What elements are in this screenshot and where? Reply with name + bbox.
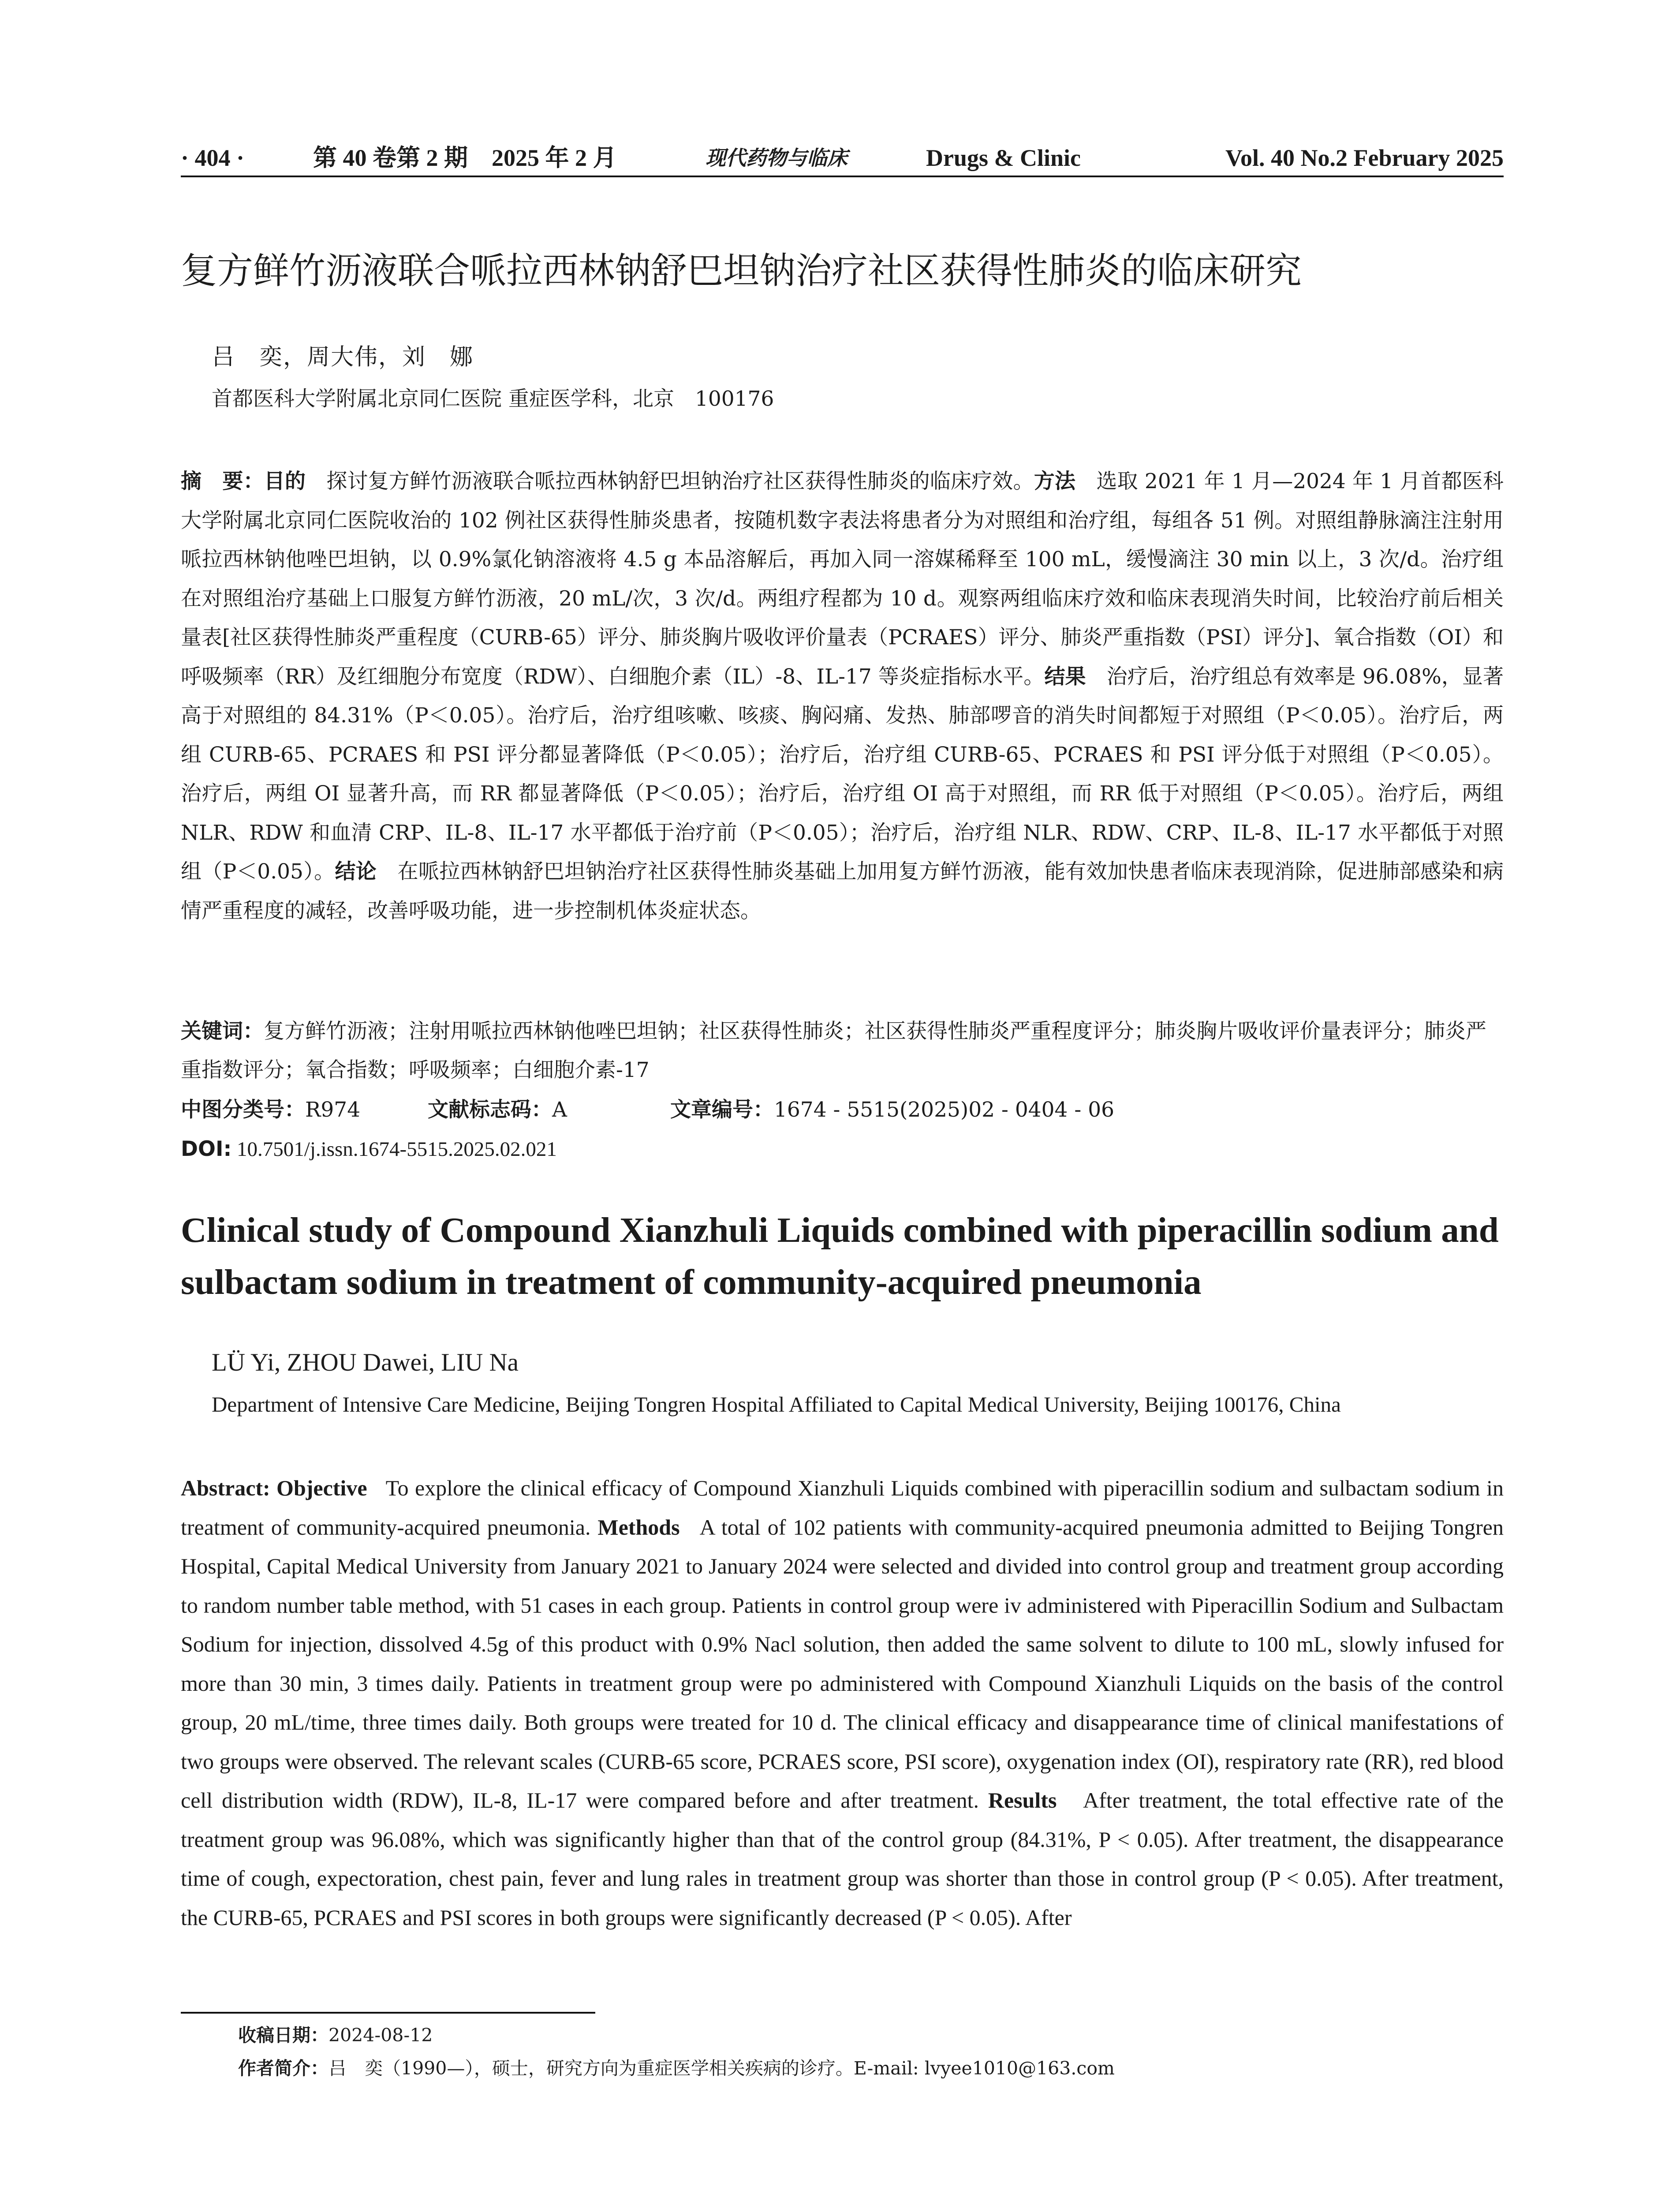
english-affiliation: Department of Intensive Care Medicine, Beijing Tongren Hospital Affiliated to Capital Medical University, Beijing 100176, China: [212, 1392, 1341, 1416]
page-number: · 404 ·: [181, 145, 245, 171]
clc-value: R974: [305, 1098, 361, 1122]
results-text-cn: 治疗后，治疗组总有效率是 96.08%，显著高于对照组的 84.31%（P＜0.05）。治疗后，治疗组咳嗽、咳痰、胸闷痛、发热、肺部啰音的消失时间都短于对照组（P＜0.05）。治疗后，两组 CURB-65、PCRAES 和 PSI 评分都显著降低（P＜0.05）；治疗后，治疗组 CURB-65、PCRAES 和 PSI 评分低于对照组（P＜0.05）。治疗后，两组 OI 显著升高，而 RR 都显著降低（P＜0.05）；治疗后，治疗组 OI 高于对照组，而 RR 低于对照组（P＜0.05）。治疗后，两组 NLR、RDW 和血清 CRP、IL-8、IL-17 水平都低于治疗前（P＜0.05）；治疗后，治疗组 NLR、RDW、CRP、IL-8、IL-17 水平都低于对照组（P＜0.05）。: [181, 664, 1504, 884]
results-text-en: After treatment, the total effective rate of the treatment group was 96.08%, which was significantly higher than that of the control group (84.31%, P < 0.05). After treatment, the disappearance time of cough, expectoration, chest pain, fever and lung rales in treatment group was shorter than those in control group (P < 0.05). After treatment, the CURB-65, PCRAES and PSI scores in both groups were significantly decreased (P < 0.05). After: [181, 1788, 1504, 1930]
running-header: [181, 140, 1504, 176]
doi-value[interactable]: 10.7501/j.issn.1674-5515.2025.02.021: [237, 1138, 557, 1161]
results-label-cn: 结果: [1044, 664, 1086, 689]
header-rule: [181, 176, 1504, 177]
journal-name-en: Drugs & Clinic: [926, 145, 1081, 171]
conclusion-text-cn: 在哌拉西林钠舒巴坦钠治疗社区获得性肺炎基础上加用复方鲜竹沥液，能有效加快患者临床表现消除，促进肺部感染和病情严重程度的减轻，改善呼吸功能，进一步控制机体炎症状态。: [181, 860, 1504, 923]
chinese-authors: 吕 奕，周大伟，刘 娜: [212, 344, 474, 370]
methods-text-cn: 选取 2021 年 1 月—2024 年 1 月首都医科大学附属北京同仁医院收治的 102 例社区获得性肺炎患者，按随机数字表法将患者分为对照组和治疗组，每组各 51 例。对照组静脉滴注注射用哌拉西林钠他唑巴坦钠，以 0.9%氯化钠溶液将 4.5 g 本品溶解后，再加入同一溶媒稀释至 100 mL，缓慢滴注 30 min 以上，3 次/d。治疗组在对照组治疗基础上口服复方鲜竹沥液，20 mL/次，3 次/d。两组疗程都为 10 d。观察两组临床疗效和临床表现消失时间，比较治疗前后相关量表[社区获得性肺炎严重程度（CURB-65）评分、肺炎胸片吸收评价量表（PCRAES）评分、肺炎严重指数（PSI）评分]、氧合指数（OI）和呼吸频率（RR）及红细胞分布宽度（RDW）、白细胞介素（IL）-8、IL-17 等炎症指标水平。: [181, 469, 1504, 689]
english-title: Clinical study of Compound Xianzhuli Liquids combined with piperacillin sodium and sulbactam sodium in treatment of community-acquired pneumonia: [181, 1210, 1499, 1302]
footnote-rule: [181, 2012, 595, 2014]
abstract-label-en: Abstract:: [181, 1476, 270, 1500]
chinese-abstract: [181, 462, 1504, 931]
english-abstract: [181, 1469, 1504, 1937]
classification-line: [181, 1091, 1504, 1129]
doi-line: [181, 1130, 1504, 1169]
article-no-value: 1674 - 5515(2025)02 - 0404 - 06: [774, 1098, 1115, 1122]
keywords-label-cn: 关键词：: [181, 1019, 264, 1043]
chinese-affiliation: 首都医科大学附属北京同仁医院 重症医学科，北京 100176: [212, 387, 774, 411]
methods-text-en: A total of 102 patients with community-acquired pneumonia admitted to Beijing Tongren Hospital, Capital Medical University from January 2021 to January 2024 were selected and divided into control group and treatment group according to random number table method, with 51 cases in each group. Patients in control group were iv administered with Piperacillin Sodium and Sulbactam Sodium for injection, dissolved 4.5g of this product with 0.9% Nacl solution, then added the same solvent to dilute to 100 mL, slowly infused for more than 30 min, 3 times daily. Patients in treatment group were po administered with Compound Xianzhuli Liquids on the basis of the control group, 20 mL/time, three times daily. Both groups were treated for 10 d. The clinical efficacy and disappearance time of clinical manifestations of two groups were observed. The relevant scales (CURB-65 score, PCRAES score, PSI score), oxygenation index (OI), respiratory rate (RR), red blood cell distribution width (RDW), IL-8, IL-17 were compared before and after treatment.: [181, 1514, 1504, 1813]
doi-label: DOI:: [181, 1137, 232, 1161]
clc-label: 中图分类号：: [181, 1098, 305, 1122]
chinese-title: 复方鲜竹沥液联合哌拉西林钠舒巴坦钠治疗社区获得性肺炎的临床研究: [181, 250, 1302, 292]
objective-label-cn: 目的: [264, 469, 306, 493]
author-bio-value: 吕 奕（1990—），硕士，研究方向为重症医学相关疾病的诊疗。E-mail: lvyee1010@163.com: [329, 2058, 1115, 2079]
doc-code-value: A: [552, 1098, 567, 1122]
volume-issue-cn: 第 40 卷第 2 期 2025 年 2 月: [313, 145, 617, 171]
received-value: 2024-08-12: [329, 2025, 433, 2046]
objective-text-cn: 探讨复方鲜竹沥液联合哌拉西林钠舒巴坦钠治疗社区获得性肺炎的临床疗效。: [326, 469, 1034, 493]
english-authors: LÜ Yi, ZHOU Dawei, LIU Na: [212, 1349, 519, 1376]
abstract-label-cn: 摘 要：: [181, 469, 264, 493]
conclusion-label-cn: 结论: [335, 860, 377, 884]
results-label-en: Results: [988, 1788, 1057, 1813]
author-bio: [238, 2053, 1115, 2084]
article-no-label: 文章编号：: [670, 1098, 774, 1122]
received-label: 收稿日期：: [238, 2025, 329, 2046]
author-bio-label: 作者简介：: [238, 2058, 329, 2079]
journal-name-cn: 现代药物与临床: [706, 146, 847, 170]
methods-label-en: Methods: [597, 1514, 680, 1540]
objective-label-en: Objective: [276, 1476, 367, 1500]
methods-label-cn: 方法: [1034, 469, 1076, 493]
volume-issue-en: Vol. 40 No.2 February 2025: [1225, 145, 1504, 171]
keywords-text-cn: 复方鲜竹沥液；注射用哌拉西林钠他唑巴坦钠；社区获得性肺炎；社区获得性肺炎严重程度评分；肺炎胸片吸收评价量表评分；肺炎严重指数评分；氧合指数；呼吸频率；白细胞介素-17: [181, 1019, 1486, 1082]
chinese-keywords: [181, 1012, 1504, 1090]
doc-code-label: 文献标志码：: [428, 1098, 552, 1122]
received-date: [238, 2020, 433, 2051]
objective-text-en: To explore the clinical efficacy of Compound Xianzhuli Liquids combined with piperacillin sodium and sulbactam sodium in treatment of community-acquired pneumonia.: [181, 1476, 1504, 1540]
